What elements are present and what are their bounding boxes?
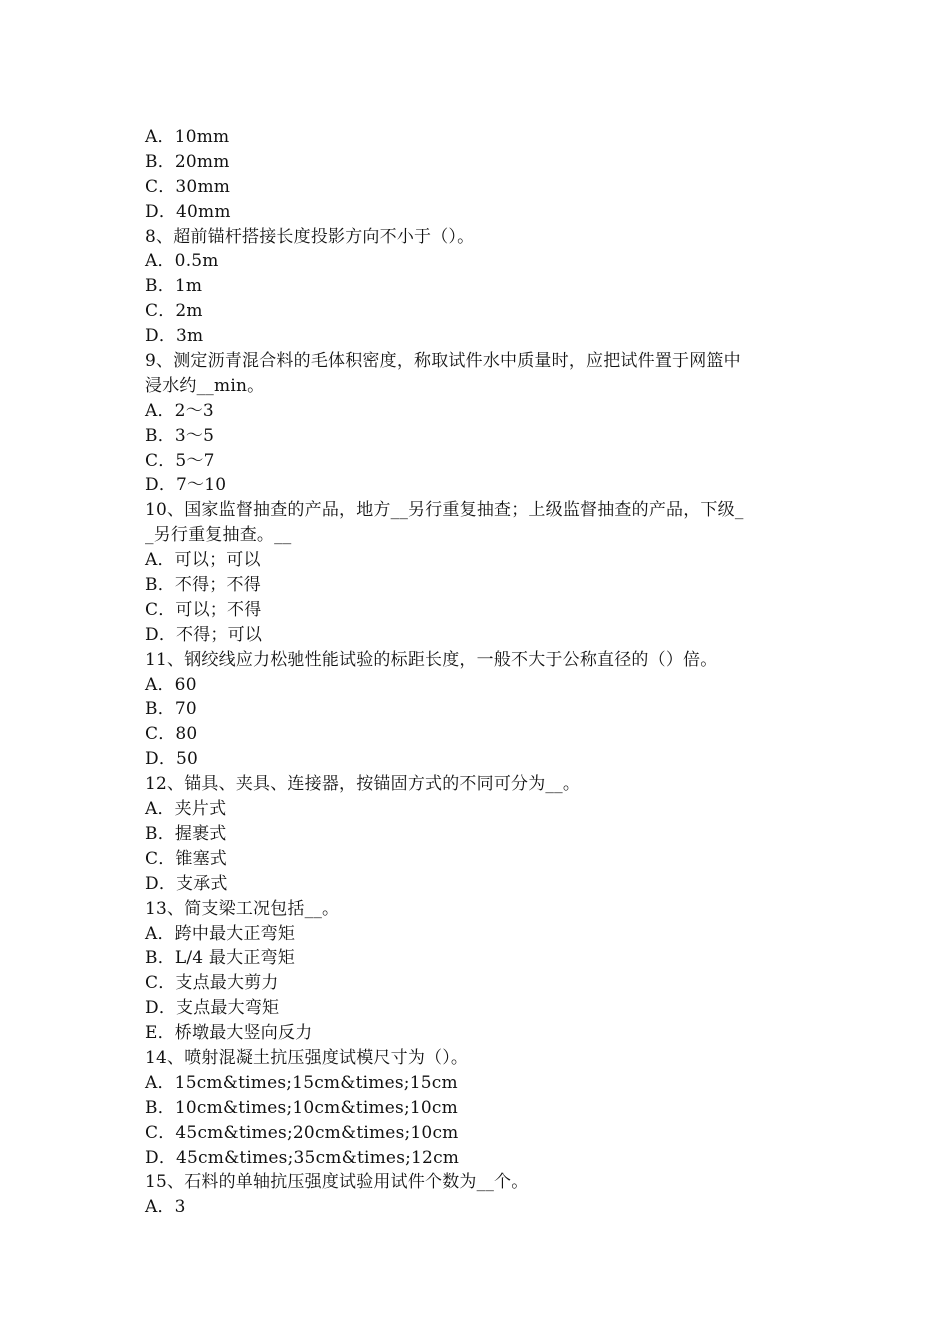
- option-line: B．不得；不得: [145, 575, 261, 596]
- option-line: A．15cm&times;15cm&times;15cm: [145, 1072, 458, 1093]
- option-line: A．可以；可以: [145, 550, 261, 571]
- question-line: 12、锚具、夹具、连接器，按锚固方式的不同可分为__。: [145, 774, 581, 795]
- option-line: A．跨中最大正弯矩: [145, 923, 296, 944]
- option-line: C．可以；不得: [145, 599, 262, 620]
- question-line: 9、测定沥青混合料的毛体积密度，称取试件水中质量时，应把试件置于网篮中: [145, 351, 741, 372]
- option-line: D．3m: [145, 326, 204, 347]
- document-page: [145, 125, 810, 1220]
- option-line: C．支点最大剪力: [145, 973, 279, 994]
- option-line: D．40mm: [145, 201, 231, 222]
- option-line: A．0.5m: [145, 251, 219, 272]
- question-line: _另行重复抽查。__: [145, 525, 292, 546]
- question-line: 13、简支梁工况包括__。: [145, 898, 340, 919]
- option-line: C．45cm&times;20cm&times;10cm: [145, 1122, 459, 1143]
- option-line: B．3～5: [145, 425, 215, 446]
- option-line: E．桥墩最大竖向反力: [145, 1023, 313, 1044]
- question-line: 14、喷射混凝土抗压强度试模尺寸为（）。: [145, 1047, 469, 1068]
- option-line: C．5～7: [145, 450, 215, 471]
- option-line: D．支承式: [145, 873, 228, 894]
- option-line: C．锥塞式: [145, 848, 228, 869]
- option-line: C．30mm: [145, 176, 231, 197]
- question-line: 浸水约__min。: [145, 375, 265, 396]
- option-line: C．80: [145, 724, 198, 745]
- option-line: C．2m: [145, 301, 203, 322]
- option-line: B．L/4 最大正弯矩: [145, 948, 295, 969]
- option-line: B．20mm: [145, 151, 230, 172]
- option-line: B．1m: [145, 276, 203, 297]
- option-line: B．70: [145, 699, 197, 720]
- option-line: A．10mm: [145, 127, 230, 147]
- question-line: 10、国家监督抽查的产品，地方__另行重复抽查；上级监督抽查的产品，下级_: [145, 500, 744, 521]
- option-line: D．45cm&times;35cm&times;12cm: [145, 1147, 460, 1168]
- option-line: A．3: [145, 1197, 186, 1218]
- question-line: 11、钢绞线应力松驰性能试验的标距长度，一般不大于公称直径的（）倍。: [145, 649, 718, 670]
- option-line: A．60: [145, 674, 197, 695]
- question-line: 15、石料的单轴抗压强度试验用试件个数为__个。: [145, 1172, 529, 1193]
- option-line: D．50: [145, 749, 199, 770]
- option-line: D．支点最大弯矩: [145, 998, 280, 1019]
- option-line: D．7～10: [145, 475, 227, 496]
- option-line: A．夹片式: [145, 799, 227, 820]
- question-line: 8、超前锚杆搭接长度投影方向不小于（）。: [145, 226, 475, 247]
- option-line: A．2～3: [145, 400, 214, 421]
- option-line: D．不得；可以: [145, 624, 263, 645]
- option-line: B．10cm&times;10cm&times;10cm: [145, 1097, 458, 1118]
- option-line: B．握裹式: [145, 823, 227, 844]
